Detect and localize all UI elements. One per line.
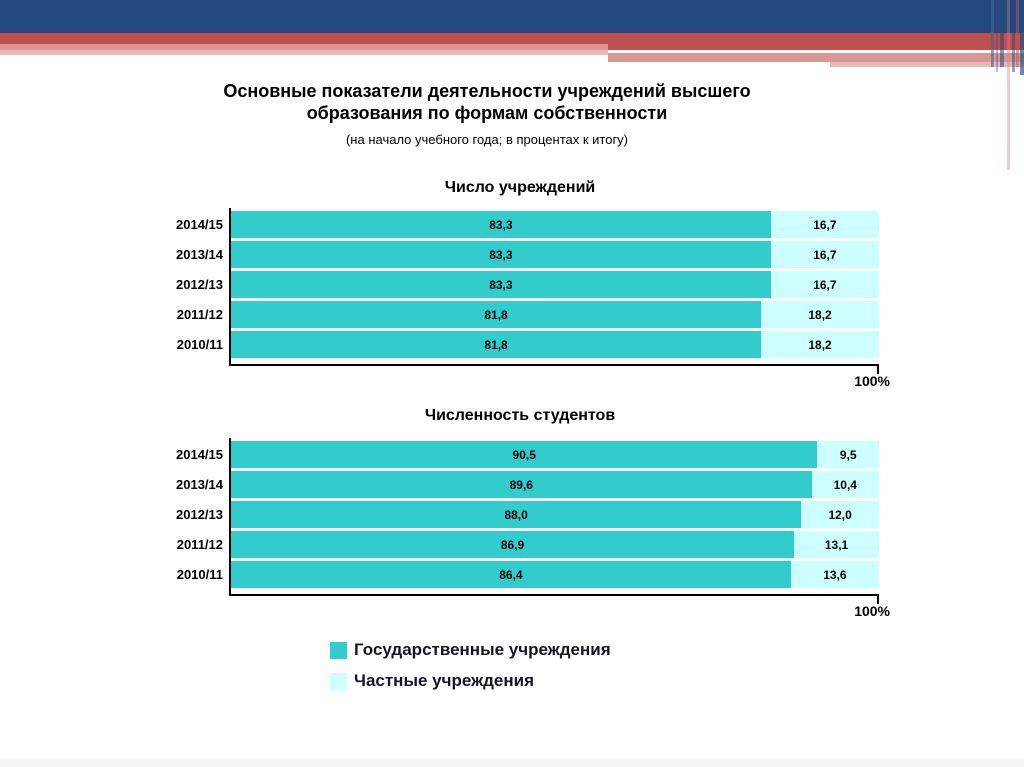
bar-row — [155, 271, 879, 298]
bar-segment-private — [761, 331, 879, 358]
category-label: 2012/13 — [176, 507, 223, 522]
bar-value-private: 9,5 — [839, 447, 857, 462]
bar-row — [155, 561, 879, 588]
category-label: 2011/12 — [176, 307, 223, 322]
title-block — [202, 80, 772, 147]
bar-segment-state — [231, 441, 817, 468]
bar-value-state: 86,9 — [500, 537, 525, 552]
bar-segment-state — [231, 471, 812, 498]
bar-value-private: 18,2 — [808, 337, 832, 352]
stacked-bar — [231, 561, 879, 588]
bar-segment-private — [817, 441, 879, 468]
bar-segment-private — [761, 301, 879, 328]
bar-value-state: 81,8 — [484, 307, 508, 322]
bar-row — [155, 441, 879, 468]
stacked-bar — [231, 301, 879, 328]
bar-value-state: 83,3 — [489, 247, 513, 262]
header-red-bar — [0, 33, 1024, 44]
bar-segment-state — [231, 241, 771, 268]
bar-value-private: 18,2 — [808, 307, 832, 322]
bar-value-state: 86,4 — [499, 567, 523, 582]
bar-segment-private — [771, 271, 879, 298]
stacked-bar — [231, 241, 879, 268]
bar-value-state: 83,3 — [489, 277, 513, 292]
bar-value-private: 13,6 — [823, 567, 847, 582]
bar-value-private: 12,0 — [828, 507, 852, 522]
legend-item-private — [330, 671, 611, 691]
bar-segment-state — [231, 211, 771, 238]
x-axis-line — [229, 594, 879, 596]
bar-value-state: 89,6 — [509, 477, 533, 492]
stacked-bar — [231, 271, 879, 298]
slide-title: Основные показатели деятельности учреждений высшего образования по формам собственности — [223, 81, 751, 123]
chart-title-students: Численность студентов — [424, 407, 616, 424]
slide-bottom-edge — [0, 759, 1024, 767]
bar-segment-state — [231, 301, 761, 328]
stacked-bar — [231, 471, 879, 498]
bar-row — [155, 241, 879, 268]
bar-value-private: 16,7 — [813, 277, 837, 292]
header-banner — [0, 0, 1024, 80]
header-pink-light-stripe — [0, 50, 608, 55]
chart-legend — [330, 640, 611, 702]
bar-segment-private — [794, 531, 879, 558]
bar-segment-state — [231, 501, 801, 528]
header-vertical-stripe — [991, 0, 994, 67]
bar-segment-state — [231, 271, 771, 298]
slide-subtitle: (на начало учебного года; в процентах к итогу) — [345, 132, 629, 147]
stacked-bar — [231, 501, 879, 528]
stacked-bar — [231, 211, 879, 238]
header-red-extension — [608, 44, 1024, 50]
legend-swatch-private — [330, 673, 347, 690]
category-label: 2013/14 — [176, 477, 223, 492]
bar-value-state: 81,8 — [484, 337, 508, 352]
header-pink-right-stripe — [608, 53, 1024, 62]
category-label: 2012/13 — [176, 277, 223, 292]
x-axis-line — [229, 364, 879, 366]
bar-value-state: 88,0 — [504, 507, 528, 522]
header-vertical-stripe — [996, 0, 998, 72]
legend-swatch-state — [330, 642, 347, 659]
bar-row — [155, 501, 879, 528]
legend-item-state — [330, 640, 611, 660]
bar-row — [155, 531, 879, 558]
bar-segment-private — [812, 471, 879, 498]
bar-value-private: 16,7 — [813, 217, 837, 232]
header-vertical-stripe — [1012, 0, 1015, 72]
stacked-bar — [231, 531, 879, 558]
bar-value-state: 90,5 — [512, 447, 536, 462]
header-vertical-stripe — [1020, 0, 1024, 75]
header-vertical-stripe — [1016, 0, 1019, 67]
bar-value-state: 83,3 — [489, 217, 513, 232]
stacked-bar — [231, 331, 879, 358]
legend-label-private: Частные учреждения — [354, 671, 535, 690]
bar-value-private: 16,7 — [813, 247, 837, 262]
bar-value-private: 10,4 — [833, 477, 857, 492]
category-label: 2010/11 — [176, 337, 223, 352]
stacked-bar — [231, 441, 879, 468]
header-vertical-stripe — [1000, 0, 1004, 67]
header-blue-bar — [0, 0, 1024, 33]
bar-segment-state — [231, 331, 761, 358]
category-label: 2011/12 — [176, 537, 223, 552]
bar-segment-state — [231, 531, 794, 558]
bar-row — [155, 211, 879, 238]
bar-row — [155, 471, 879, 498]
bar-segment-private — [801, 501, 879, 528]
chart-title-institutions: Число учреждений — [444, 179, 596, 196]
x-axis-max-label: 100% — [854, 603, 890, 619]
legend-label-state: Государственные учреждения — [354, 640, 611, 659]
header-pink-light-right-stripe — [830, 62, 1024, 67]
header-vertical-stripe — [1007, 0, 1010, 170]
bar-row — [155, 331, 879, 358]
bar-segment-private — [791, 561, 879, 588]
category-label: 2014/15 — [176, 447, 223, 462]
category-label: 2014/15 — [176, 217, 223, 232]
category-label: 2013/14 — [176, 247, 223, 262]
category-label: 2010/11 — [176, 567, 223, 582]
bar-segment-private — [771, 211, 879, 238]
bar-row — [155, 301, 879, 328]
x-axis-max-label: 100% — [854, 373, 890, 389]
bar-value-private: 13,1 — [824, 537, 849, 552]
bar-segment-private — [771, 241, 879, 268]
bar-segment-state — [231, 561, 791, 588]
